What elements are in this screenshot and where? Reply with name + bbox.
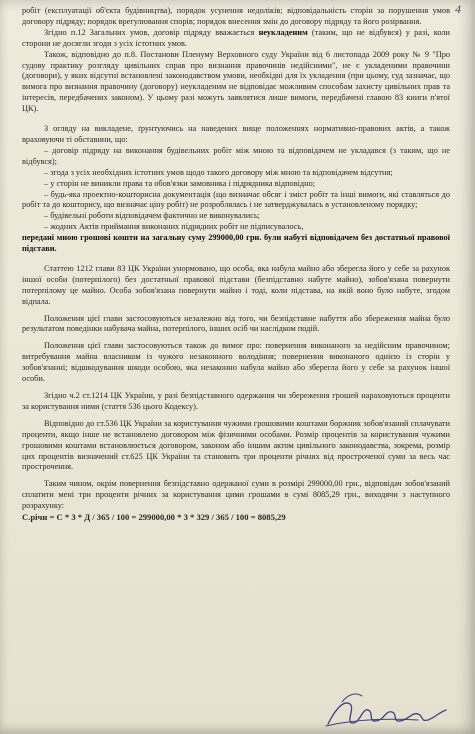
paragraph: З огляду на викладене, ґрунтуючись на наведених вище положеннях нормативно-правових актів, а також враховуючи ті обставини, що: [22, 124, 450, 144]
list-item: – будівельні роботи відповідачем фактично не виконувались; [44, 211, 260, 221]
list-item: – згода з усіх необхідних істотних умов щодо такого договору між мною та відповідачем відсутня; [44, 167, 393, 177]
paragraph: робіт (експлуатації об'єкта будівництва), порядок усунення недоліків; відповідальність сторін за порушення умов договору підряду; порядок врегулювання спорів; порядок внесення змін до договору підряду та його розірвання. [22, 6, 450, 26]
paragraph: Згідно п.12 Загальних умов, договір підряду вважається неукладеним (таким, що не відбувся) у разі, коли сторони не досягли згоди з усіх істотних умов. [22, 27, 450, 48]
paragraph: Також, відповідно до п.8. Постанови Пленуму Верховного суду України від 6 листопада 2009 року № 9 "Про судову практику розгляду цивільних справ про визнання правочинів недійсними", не є укладеними правочини (договори), у яких відсутні встановлені законодавством умови, необхідні для їх укладення (при цьому, суд зазначає, що вимога про визнання правочину (договору) неукладеним не відповідає можливим способам захисту цивільних прав та інтересів, передбачених законом). У цьому разі можуть заявлятися лише вимоги, передбачені главою 83 книги п'ятої ЦК). [22, 49, 450, 114]
bold-statement-text: передані мною грошові кошти на загальну суму 299000,00 грн. були набуті відповідачем без достатньої правової підстави. [22, 233, 450, 254]
paragraph: Статтею 1212 глави 83 ЦК України унормовано, що особа, яка набула майно або зберегла його у себе за рахунок іншої особи (потерпілого) без достатньої правової підстави (безпідставно набуте майно), зобов'язана повернути потерпілому це майно. Особа зобов'язана повернути майно і тоді, коли підстава, на якій воно було набуте, згодом відпала. [22, 263, 450, 306]
document-body [22, 6, 450, 523]
paragraph: Згідно ч.2 ст.1214 ЦК України, у разі безпідставного одержання чи збереження грошей нараховуються проценти за користування ними (стаття 536 цього Кодексу). [22, 391, 450, 411]
paragraph: Таким чином, окрім повернення безпідставно одержаної суми в розмірі 299000,00 грн., відповідач зобов'язаний сплатити мені три проценти річних за користування цими грошами в сумі 8085,29 грн., виходячи з наступного розрахунку: [22, 479, 450, 511]
paragraph: Положення цієї глави застосовуються також до вимог про: повернення виконаного за недійсним правочином; витребування майна власником із чужого незаконного володіння; повернення виконаного однією із сторін у зобов'язанні; відшкодування шкоди особою, яка незаконно набула майно або зберегла його у себе за рахунок іншої особи. [22, 341, 450, 384]
handwritten-signature [322, 690, 452, 732]
list-item: – у сторін не виникли права та обов'язки замовника і підрядника відповідно; [44, 178, 316, 188]
interest-formula: С.річн = С * 3 * Д / 365 / 100 = 299000,00 * 3 * 329 / 365 / 100 = 8085,29 [22, 512, 286, 523]
list-item: – жодних Актів приймання виконаних підрядних робіт не підписувалось, [44, 222, 304, 232]
bold-statement [22, 233, 450, 255]
list-item: – договір підряду на виконання будівельних робіт між мною та відповідачем не укладався (з таким, що не відбувся); [22, 145, 450, 166]
page-number: 4 [455, 2, 461, 16]
paragraph: Положення цієї глави застосовуються незалежно від того, чи безпідставне набуття або збереження майна було результатом поведінки набувача майна, потерпілого, інших осіб чи наслідком подій. [22, 313, 450, 334]
list-item: – будь-яка проектно-кошторисна документація (що визначає обсяг і зміст робіт та інші вимоги, які ставляться до робіт та до кошторису, що визначає ціну робіт) не розроблялась і не затверджувалась в установленому порядку; [22, 189, 450, 210]
paragraph: Відповідно до ст.536 ЦК України за користування чужими грошовими коштами боржник зобов'язаний сплачувати проценти, якщо інше не встановлено договором між фізичними особами. Розмір процентів за користування чужими грошовими коштами встановлюється договором, законом або іншим актом цивільного законодавства, зокрема, розмір цих процентів визначений ст.625 ЦК України та становить три проценти річних від простроченої суми за весь час прострочення. [22, 418, 450, 472]
